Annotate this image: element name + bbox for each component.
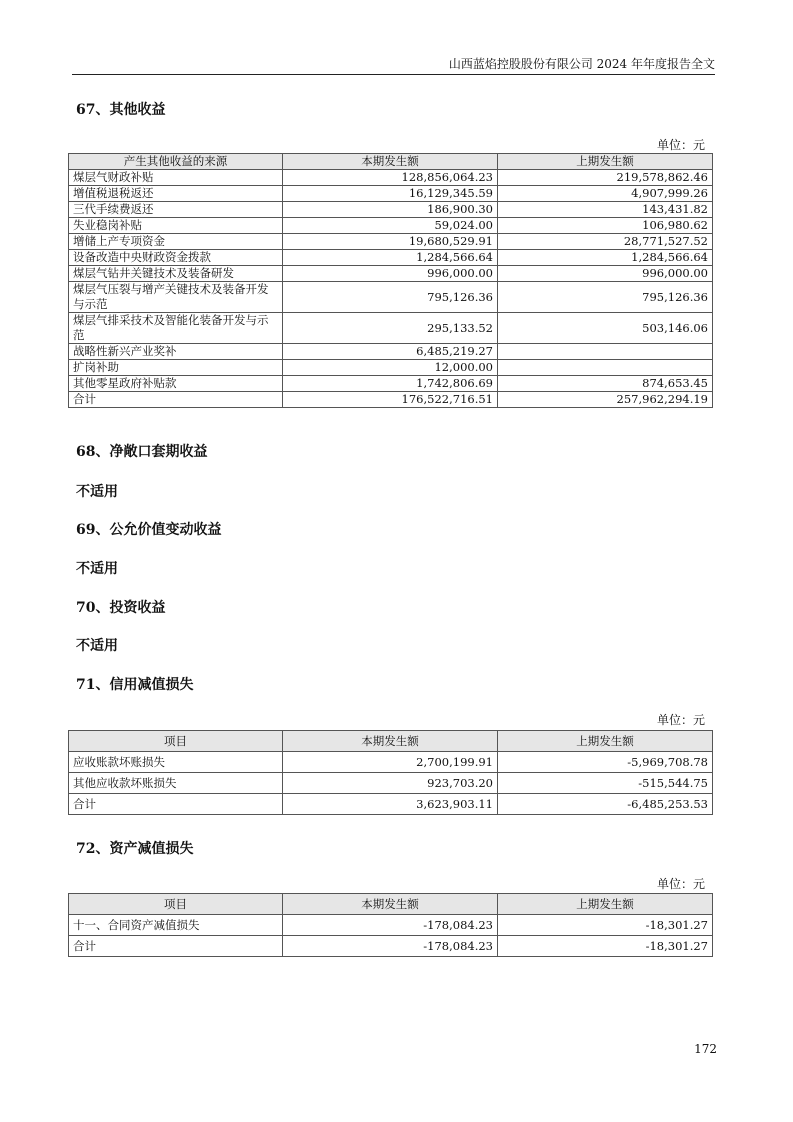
table-header-row — [69, 894, 713, 915]
row-label-cell: 煤层气排采技术及智能化装备开发与示范 — [69, 313, 283, 344]
amount-cell: -18,301.27 — [498, 915, 713, 936]
amount-cell: 295,133.52 — [283, 313, 498, 344]
amount-cell: -178,084.23 — [283, 915, 498, 936]
page-header: 山西蓝焰控股股份有限公司 2024 年年度报告全文 — [72, 56, 715, 75]
section-71-unit: 单位：元 — [656, 713, 705, 727]
amount-cell: 143,431.82 — [498, 202, 713, 218]
amount-cell: 874,653.45 — [498, 376, 713, 392]
row-label-cell: 增值税退税返还 — [69, 186, 283, 202]
row-label-cell: 其他应收款坏账损失 — [69, 773, 283, 794]
amount-cell: -18,301.27 — [498, 936, 713, 957]
row-label-cell: 合计 — [69, 794, 283, 815]
amount-cell: 257,962,294.19 — [498, 392, 713, 408]
amount-cell: 59,024.00 — [283, 218, 498, 234]
amount-cell: -5,969,708.78 — [498, 752, 713, 773]
column-header: 上期发生额 — [498, 894, 713, 915]
asset-impairment-table — [68, 893, 713, 957]
amount-cell: -178,084.23 — [283, 936, 498, 957]
other-income-table — [68, 153, 713, 408]
table-row — [69, 266, 713, 282]
table-row — [69, 234, 713, 250]
amount-cell: 219,578,862.46 — [498, 170, 713, 186]
credit-impairment-table — [68, 730, 713, 815]
row-label-cell: 合计 — [69, 392, 283, 408]
column-header: 项目 — [69, 731, 283, 752]
section-69-text: 不适用 — [76, 561, 118, 577]
table-row — [69, 170, 713, 186]
section-67-unit: 单位：元 — [656, 138, 705, 152]
table-header-row — [69, 154, 713, 170]
row-label-cell: 十一、合同资产减值损失 — [69, 915, 283, 936]
amount-cell: 16,129,345.59 — [283, 186, 498, 202]
amount-cell: 176,522,716.51 — [283, 392, 498, 408]
table-row — [69, 282, 713, 313]
row-label-cell: 煤层气财政补贴 — [69, 170, 283, 186]
section-67-title: 67、其他收益 — [76, 102, 166, 118]
amount-cell: 923,703.20 — [283, 773, 498, 794]
amount-cell: 19,680,529.91 — [283, 234, 498, 250]
section-72-unit: 单位：元 — [656, 877, 705, 891]
row-label-cell: 应收账款坏账损失 — [69, 752, 283, 773]
table-row — [69, 915, 713, 936]
amount-cell: -6,485,253.53 — [498, 794, 713, 815]
row-label-cell: 其他零星政府补贴款 — [69, 376, 283, 392]
amount-cell: 795,126.36 — [498, 282, 713, 313]
amount-cell: 503,146.06 — [498, 313, 713, 344]
amount-cell: 106,980.62 — [498, 218, 713, 234]
amount-cell: 4,907,999.26 — [498, 186, 713, 202]
row-label-cell: 合计 — [69, 936, 283, 957]
amount-cell: 1,284,566.64 — [283, 250, 498, 266]
table-row — [69, 344, 713, 360]
column-header: 本期发生额 — [283, 894, 498, 915]
row-label-cell: 煤层气压裂与增产关键技术及装备开发与示范 — [69, 282, 283, 313]
row-label-cell: 煤层气钻井关键技术及装备研发 — [69, 266, 283, 282]
amount-cell: 6,485,219.27 — [283, 344, 498, 360]
row-label-cell: 三代手续费返还 — [69, 202, 283, 218]
column-header: 上期发生额 — [498, 731, 713, 752]
table-row — [69, 936, 713, 957]
column-header: 上期发生额 — [498, 154, 713, 170]
column-header: 本期发生额 — [283, 731, 498, 752]
table-row — [69, 186, 713, 202]
table-row — [69, 773, 713, 794]
amount-cell: 12,000.00 — [283, 360, 498, 376]
amount-cell: 795,126.36 — [283, 282, 498, 313]
amount-cell: 128,856,064.23 — [283, 170, 498, 186]
amount-cell: 28,771,527.52 — [498, 234, 713, 250]
table-row — [69, 360, 713, 376]
table-row — [69, 752, 713, 773]
amount-cell — [498, 360, 713, 376]
section-70-title: 70、投资收益 — [76, 600, 166, 616]
section-71-title: 71、信用减值损失 — [76, 677, 194, 693]
section-68-title: 68、净敞口套期收益 — [76, 444, 208, 460]
row-label-cell: 战略性新兴产业奖补 — [69, 344, 283, 360]
table-row — [69, 376, 713, 392]
amount-cell: 2,700,199.91 — [283, 752, 498, 773]
row-label-cell: 失业稳岗补贴 — [69, 218, 283, 234]
column-header: 产生其他收益的来源 — [69, 154, 283, 170]
amount-cell: 996,000.00 — [498, 266, 713, 282]
amount-cell: 1,284,566.64 — [498, 250, 713, 266]
section-69-title: 69、公允价值变动收益 — [76, 522, 222, 538]
column-header: 项目 — [69, 894, 283, 915]
section-68-text: 不适用 — [76, 484, 118, 500]
table-row — [69, 218, 713, 234]
table-row — [69, 250, 713, 266]
table-row — [69, 392, 713, 408]
amount-cell: -515,544.75 — [498, 773, 713, 794]
column-header: 本期发生额 — [283, 154, 498, 170]
table-row — [69, 202, 713, 218]
table-row — [69, 313, 713, 344]
section-70-text: 不适用 — [76, 638, 118, 654]
table-row — [69, 794, 713, 815]
section-72-title: 72、资产减值损失 — [76, 841, 194, 857]
amount-cell: 3,623,903.11 — [283, 794, 498, 815]
row-label-cell: 扩岗补助 — [69, 360, 283, 376]
table-header-row — [69, 731, 713, 752]
amount-cell: 996,000.00 — [283, 266, 498, 282]
amount-cell — [498, 344, 713, 360]
row-label-cell: 增储上产专项资金 — [69, 234, 283, 250]
amount-cell: 186,900.30 — [283, 202, 498, 218]
row-label-cell: 设备改造中央财政资金拨款 — [69, 250, 283, 266]
page-number: 172 — [694, 1042, 717, 1056]
amount-cell: 1,742,806.69 — [283, 376, 498, 392]
